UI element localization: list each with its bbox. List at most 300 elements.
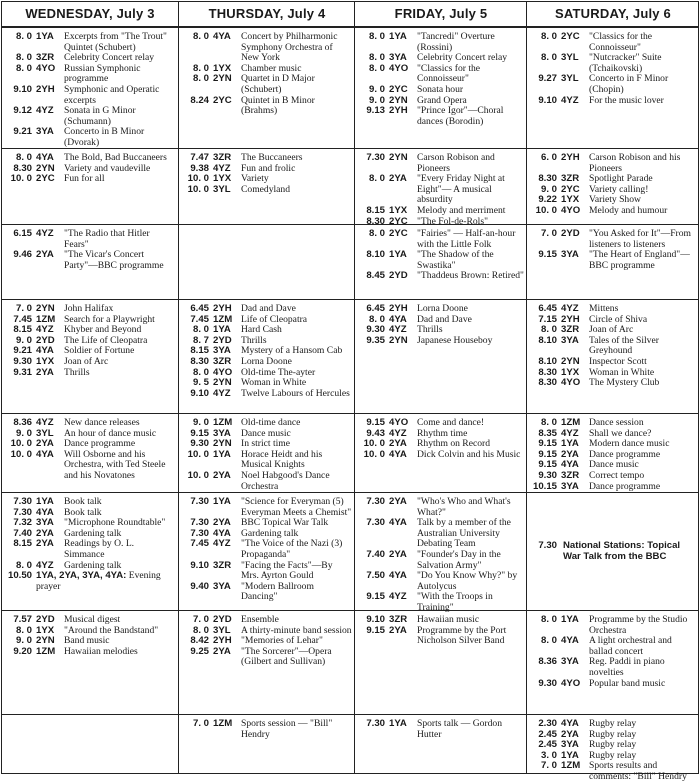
time: 8. 0 bbox=[368, 228, 385, 239]
programme-entry bbox=[358, 271, 524, 282]
time: 9.20 bbox=[13, 645, 32, 657]
station: 2YN bbox=[561, 355, 580, 367]
time: 8. 0 bbox=[192, 324, 209, 336]
schedule-cell bbox=[179, 610, 355, 714]
day-column bbox=[526, 2, 699, 782]
programme-title: Woman in White bbox=[589, 366, 655, 378]
programme-title: Carson Robison and his Pioneers bbox=[589, 152, 681, 174]
time: 8. 0 bbox=[15, 559, 32, 571]
programme-title: Tales of the Silver Greyhound bbox=[589, 334, 659, 357]
station: 2YN bbox=[36, 162, 55, 174]
programme-entry bbox=[530, 96, 696, 107]
time: 10.15 bbox=[532, 480, 557, 492]
time: 8. 0 bbox=[540, 635, 557, 647]
schedule-cell bbox=[527, 224, 699, 299]
programme-title: Variety calling! bbox=[589, 183, 649, 195]
station: 3YA bbox=[36, 517, 54, 529]
programme-title: Khyber and Beyond bbox=[64, 324, 142, 336]
station: 4YZ bbox=[36, 559, 54, 571]
programme-title: For the music lover bbox=[589, 94, 664, 106]
station: 4YA bbox=[561, 459, 579, 471]
time: 9.13 bbox=[366, 105, 385, 117]
schedule-cell bbox=[355, 28, 527, 149]
centered-entry-wrap bbox=[527, 493, 699, 610]
time: 9.10 bbox=[366, 614, 385, 625]
programme-entry bbox=[530, 719, 696, 730]
programme-entry bbox=[358, 719, 524, 740]
station: 1YX bbox=[213, 173, 232, 185]
schedule-cell bbox=[179, 299, 355, 413]
programme-title: Rugby relay bbox=[589, 728, 637, 740]
schedule-cell bbox=[179, 28, 355, 149]
programme-title: Hawaiian melodies bbox=[64, 645, 138, 657]
station: 1YA bbox=[389, 31, 407, 42]
time: 8.10 bbox=[366, 249, 385, 261]
station: 3ZR bbox=[213, 355, 232, 367]
time: 9.30 bbox=[13, 355, 32, 367]
programme-title: Gardening talk bbox=[64, 559, 122, 571]
schedule-cell bbox=[527, 492, 699, 610]
station: 4YZ bbox=[36, 324, 54, 336]
programme-title: "Nutcracker" Suite (Tchaikovski) bbox=[589, 52, 662, 74]
programme-entry bbox=[358, 304, 524, 315]
programme-title: An hour of dance music bbox=[64, 427, 157, 439]
programme-entry bbox=[5, 229, 175, 250]
programme-entry bbox=[358, 518, 524, 550]
time: 9.21 bbox=[13, 126, 32, 138]
time: 7.40 bbox=[13, 527, 32, 539]
time: 7.45 bbox=[190, 313, 209, 325]
station: 1YX bbox=[561, 366, 580, 378]
programme-title: "The Sorcerer"—Opera (Gilbert and Sullivan) bbox=[241, 645, 332, 668]
programme-entry bbox=[358, 174, 524, 206]
programme-entry bbox=[530, 53, 696, 74]
programme-title: Band music bbox=[64, 635, 110, 647]
station: 4YA bbox=[213, 527, 231, 539]
time: 8. 0 bbox=[540, 614, 557, 625]
time: 10. 0 bbox=[535, 204, 557, 216]
programme-entry bbox=[182, 497, 352, 518]
station: 2YA bbox=[36, 366, 54, 378]
station: 4YZ bbox=[561, 303, 579, 314]
time: 9.31 bbox=[13, 366, 32, 378]
programme-title: "The Radio that Hitler Fears" bbox=[64, 228, 150, 250]
time: 8. 0 bbox=[15, 152, 32, 163]
time: 8. 0 bbox=[540, 417, 557, 428]
programme-title: Joan of Arc bbox=[589, 324, 634, 336]
time: 8. 0 bbox=[368, 313, 385, 325]
time: 8.30 bbox=[538, 366, 557, 378]
station: 3ZR bbox=[561, 469, 580, 481]
programme-title: Celebrity Concert relay bbox=[64, 52, 155, 64]
time: 7. 0 bbox=[15, 303, 32, 314]
station: 4YA bbox=[36, 345, 54, 357]
programme-entry bbox=[358, 153, 524, 174]
time: 9. 0 bbox=[540, 183, 557, 195]
time: 9.15 bbox=[538, 249, 557, 261]
time: 6.15 bbox=[13, 228, 32, 239]
station: 3YA bbox=[213, 345, 231, 357]
time: 7.30 bbox=[538, 539, 557, 551]
programme-title: Rugby relay bbox=[589, 739, 637, 751]
time: 7.30 bbox=[366, 496, 385, 507]
schedule-cell bbox=[355, 492, 527, 613]
station: 4YO bbox=[389, 62, 409, 74]
programme-title: "Facing the Facts"—By Mrs. Ayrton Gould bbox=[241, 559, 333, 582]
programme-entry bbox=[5, 571, 175, 592]
programme-title: Readings by O. L. Simmance bbox=[64, 538, 135, 560]
programme-title: Noel Habgood's Dance Orchestra bbox=[241, 469, 330, 492]
time: 8. 0 bbox=[15, 31, 32, 42]
time: 9.15 bbox=[538, 459, 557, 471]
programme-entry bbox=[530, 636, 696, 657]
programme-entry bbox=[182, 96, 352, 117]
programme-title: Fun and frolic bbox=[241, 162, 296, 174]
programme-title: Comedyland bbox=[241, 183, 291, 195]
station: 3ZR bbox=[389, 614, 408, 625]
time: 10. 0 bbox=[10, 173, 32, 185]
programme-title: "Do You Know Why?" by Autolycus bbox=[417, 570, 518, 592]
time: 8.30 bbox=[538, 173, 557, 185]
programme-title: Mittens bbox=[589, 303, 619, 314]
programme-title: Russian Symphonic programme bbox=[64, 62, 141, 85]
schedule-cell bbox=[2, 413, 178, 492]
station: 1YX bbox=[561, 194, 580, 206]
programme-entry bbox=[182, 539, 352, 560]
programme-title: Gardening talk bbox=[64, 527, 122, 539]
programme-title: "The Voice of the Nazi (3) Propaganda" bbox=[241, 538, 343, 560]
time: 9.10 bbox=[190, 559, 209, 571]
programme-entry bbox=[530, 304, 696, 315]
programme-title: Excerpts from "The Trout" Quintet (Schubert) bbox=[64, 31, 167, 53]
time: 8.35 bbox=[538, 427, 557, 439]
programme-title: "Founder's Day in the Salvation Army" bbox=[417, 548, 501, 571]
station: 1YA bbox=[561, 749, 579, 761]
time: 7.30 bbox=[366, 517, 385, 529]
programme-entry bbox=[5, 153, 175, 164]
programme-entry bbox=[530, 761, 696, 782]
station: 2YA bbox=[213, 645, 231, 657]
station: 3YA bbox=[213, 580, 231, 592]
programme-title: Dance programme bbox=[589, 480, 661, 492]
time: 2.45 bbox=[538, 728, 557, 740]
day-column bbox=[354, 2, 527, 773]
time: 8. 0 bbox=[192, 62, 209, 74]
time: 10. 0 bbox=[363, 438, 385, 450]
time: 10. 0 bbox=[187, 173, 209, 185]
time: 9.38 bbox=[190, 162, 209, 174]
programme-entry bbox=[182, 719, 352, 740]
programme-entry bbox=[530, 229, 696, 250]
time: 7.50 bbox=[366, 570, 385, 582]
station: 2YC bbox=[213, 94, 232, 106]
time: 6.45 bbox=[366, 303, 385, 314]
time: 9.35 bbox=[366, 334, 385, 346]
time: 7.47 bbox=[190, 152, 209, 163]
programme-entry bbox=[358, 571, 524, 592]
station: 3YA bbox=[561, 249, 579, 261]
time: 9. 0 bbox=[368, 83, 385, 95]
programme-entry bbox=[5, 450, 175, 482]
programme-title: Japanese Houseboy bbox=[417, 334, 493, 346]
programme-entry bbox=[358, 64, 524, 85]
station: 1YX bbox=[213, 62, 232, 74]
time: 9.10 bbox=[538, 94, 557, 106]
programme-title: Rugby relay bbox=[589, 749, 637, 761]
programme-title: New dance releases bbox=[64, 417, 140, 428]
programme-title: Shall we dance? bbox=[589, 427, 652, 439]
time: 7.45 bbox=[190, 538, 209, 550]
programme-title: Gardening talk bbox=[241, 527, 299, 539]
programme-entry bbox=[530, 418, 696, 429]
programme-entry bbox=[5, 174, 175, 185]
programme-entry bbox=[5, 357, 175, 368]
programme-entry bbox=[5, 85, 175, 106]
station: 1YA bbox=[561, 614, 579, 625]
programme-title: Sports session — "Bill" Hendry bbox=[241, 718, 333, 740]
time: 10. 0 bbox=[187, 469, 209, 481]
schedule-cell bbox=[355, 413, 527, 492]
station: 4YZ bbox=[213, 387, 231, 399]
schedule-cell bbox=[2, 148, 178, 224]
programme-title: Sonata hour bbox=[417, 83, 464, 95]
programme-entry bbox=[182, 304, 352, 315]
programme-title: Rhythm time bbox=[417, 427, 468, 439]
time: 8.36 bbox=[538, 656, 557, 668]
programme-title: Twelve Labours of Hercules bbox=[241, 387, 350, 399]
schedule-cell bbox=[2, 224, 178, 299]
programme-entry bbox=[358, 336, 524, 347]
programme-title: "Modern Ballroom Dancing" bbox=[241, 580, 314, 603]
time: 8.30 bbox=[190, 355, 209, 367]
time: 7. 0 bbox=[192, 614, 209, 625]
time: 9.12 bbox=[13, 105, 32, 117]
time: 7.45 bbox=[13, 313, 32, 325]
time: 7.30 bbox=[13, 506, 32, 518]
time: 8.15 bbox=[190, 345, 209, 357]
programme-title: Programme by the Studio Orchestra bbox=[589, 614, 688, 636]
time: 6.45 bbox=[538, 303, 557, 314]
station: 4YA bbox=[389, 448, 407, 460]
programme-title: Woman in White bbox=[241, 377, 307, 389]
programme-entry bbox=[182, 615, 352, 626]
programme-title: "Microphone Roundtable" bbox=[64, 517, 166, 529]
station: 4YA bbox=[213, 31, 231, 42]
programme-entry bbox=[5, 615, 175, 626]
time: 8. 0 bbox=[368, 173, 385, 185]
programme-entry bbox=[358, 497, 524, 518]
programme-entry bbox=[530, 357, 696, 368]
programme-title: Hawaiian music bbox=[417, 614, 480, 625]
station: 2YD bbox=[213, 614, 232, 625]
time: 9.25 bbox=[190, 645, 209, 657]
schedule-cell bbox=[527, 610, 699, 714]
programme-title: Dad and Dave bbox=[241, 303, 296, 314]
station: 3ZR bbox=[36, 52, 55, 64]
station: 3YL bbox=[561, 52, 579, 64]
programme-title: Concerto in B Minor (Dvorak) bbox=[64, 126, 145, 148]
programme-title: "Every Friday Night at Eight"— A musical absurdity bbox=[417, 173, 505, 206]
programme-title: "Tancredi" Overture (Rossini) bbox=[417, 31, 495, 53]
time: 8. 0 bbox=[368, 31, 385, 42]
programme-title: Life of Cleopatra bbox=[241, 313, 308, 325]
station: 4YA bbox=[389, 313, 407, 325]
programme-title: Correct tempo bbox=[589, 469, 645, 481]
programme-title: Rhythm on Record bbox=[417, 438, 491, 450]
programme-title: Melody and humour bbox=[589, 204, 668, 216]
programme-title: Variety Show bbox=[589, 194, 641, 206]
station: 2YD bbox=[36, 334, 55, 346]
programme-title: The Mystery Club bbox=[589, 377, 660, 389]
programme-entry bbox=[5, 647, 175, 658]
schedule-grid bbox=[1, 1, 699, 782]
station: 2YA bbox=[213, 469, 231, 481]
time: 7.30 bbox=[190, 527, 209, 539]
day-column bbox=[2, 2, 178, 773]
station: 4YZ bbox=[561, 427, 579, 439]
day-column bbox=[178, 2, 355, 773]
programme-title: Hard Cash bbox=[241, 324, 282, 336]
programme-title: Reg. Paddi in piano novelties bbox=[589, 656, 665, 678]
time: 6. 0 bbox=[540, 152, 557, 163]
programme-title: John Halifax bbox=[64, 303, 114, 314]
time: 9. 5 bbox=[192, 377, 209, 389]
programme-title: Horace Heidt and his Musical Knights bbox=[241, 448, 323, 471]
programme-title: Old-time The-ayter bbox=[241, 366, 316, 378]
programme-entry bbox=[5, 127, 175, 148]
time: 9.15 bbox=[366, 591, 385, 603]
time: 9. 0 bbox=[15, 635, 32, 647]
station: 2YC bbox=[36, 173, 55, 185]
station: 4YZ bbox=[36, 228, 54, 239]
schedule-cell bbox=[2, 299, 178, 413]
programme-title: In strict time bbox=[241, 438, 291, 450]
programme-entry bbox=[182, 418, 352, 429]
schedule-cell bbox=[179, 224, 355, 299]
programme-title: "Memories of Lehar" bbox=[241, 635, 323, 647]
programme-entry bbox=[530, 206, 696, 217]
station: 4YZ bbox=[213, 538, 231, 550]
programme-title: Modern dance music bbox=[589, 438, 670, 450]
station: 2YH bbox=[36, 83, 55, 95]
programme-entry bbox=[358, 418, 524, 429]
station: 3YA bbox=[213, 427, 231, 439]
station: 2YH bbox=[389, 105, 408, 117]
programme-title: Carson Robison and Pioneers bbox=[417, 152, 495, 174]
time: 9.40 bbox=[190, 580, 209, 592]
schedule-cell bbox=[179, 148, 355, 224]
station: 1YA, 2YA, 3YA, 4YA: bbox=[36, 570, 127, 582]
time: 8.24 bbox=[190, 94, 209, 106]
programme-title: Circle of Shiva bbox=[589, 313, 648, 325]
time: 7.30 bbox=[190, 517, 209, 529]
schedule-cell bbox=[179, 492, 355, 610]
programme-title: "Classics for the Connoisseur" bbox=[589, 31, 653, 53]
programme-title: Dance programme bbox=[64, 438, 136, 450]
programme-entry bbox=[358, 106, 524, 127]
programme-entry bbox=[358, 626, 524, 647]
schedule-cell bbox=[355, 148, 527, 227]
day-header: THURSDAY, July 4 bbox=[179, 2, 355, 28]
time: 9.10 bbox=[13, 83, 32, 95]
time: 8.36 bbox=[13, 417, 32, 428]
programme-entry bbox=[358, 615, 524, 626]
station: 1YA bbox=[389, 718, 407, 729]
programme-entry bbox=[5, 539, 175, 560]
schedule-cell bbox=[355, 610, 527, 714]
station: 2YH bbox=[561, 313, 580, 325]
programme-title: Rugby relay bbox=[589, 718, 637, 729]
programme-title: Will Osborne and his Orchestra, with Ted Steele and his Novatones bbox=[64, 448, 166, 481]
programme-title: Musical digest bbox=[64, 614, 121, 625]
time: 7. 0 bbox=[540, 228, 557, 239]
programme-title: "Science for Everyman (5) Everyman Meets a Chemist" bbox=[241, 496, 352, 518]
station: 2YA bbox=[36, 438, 54, 450]
programme-title: Book talk bbox=[64, 506, 102, 518]
programme-title: Lorna Doone bbox=[417, 303, 468, 314]
station: 1ZM bbox=[561, 417, 581, 428]
station: 1ZM bbox=[213, 313, 233, 325]
station: 2YA bbox=[389, 548, 407, 560]
time: 8.42 bbox=[190, 635, 209, 647]
schedule-cell bbox=[527, 148, 699, 224]
schedule-cell bbox=[2, 28, 178, 149]
programme-title: Melody and merriment bbox=[417, 204, 506, 216]
station: 4YA bbox=[36, 448, 54, 460]
station: 4YO bbox=[561, 677, 581, 689]
station: 2YD bbox=[561, 228, 580, 239]
station: 1YA bbox=[213, 448, 231, 460]
programme-entry bbox=[530, 32, 696, 53]
station: 4YA bbox=[36, 506, 54, 518]
time: 10. 0 bbox=[187, 183, 209, 195]
station: 1ZM bbox=[36, 313, 56, 325]
programme-title: Quintet in B Minor (Brahms) bbox=[241, 94, 315, 117]
station: 2YC bbox=[561, 31, 580, 42]
programme-title: Sonata in G Minor (Schumann) bbox=[64, 105, 136, 127]
programme-title: Spotlight Parade bbox=[589, 173, 653, 185]
time: 9.27 bbox=[538, 73, 557, 85]
time: 8.30 bbox=[13, 162, 32, 174]
programme-title: "The Vicar's Concert Party"—BBC programme bbox=[64, 249, 164, 271]
programme-title: National Stations: Topical War Talk from the BBC bbox=[563, 539, 681, 562]
station: 3YA bbox=[389, 52, 407, 64]
programme-title: The Life of Cleopatra bbox=[64, 334, 148, 346]
station: 4YZ bbox=[561, 94, 579, 106]
station: 2YA bbox=[36, 527, 54, 539]
programme-title: "Classics for the Connoisseur" bbox=[417, 62, 481, 85]
time: 8. 0 bbox=[368, 52, 385, 64]
station: 2YC bbox=[389, 228, 408, 239]
programme-title: "Around the Bandstand" bbox=[64, 624, 159, 636]
station: 1ZM bbox=[213, 417, 233, 428]
programme-title: Search for a Playwright bbox=[64, 313, 155, 325]
programme-title: Sports results and comments: "Bill" Hendry bbox=[589, 760, 687, 782]
schedule-cell bbox=[527, 28, 699, 149]
programme-title: Talk by a member of the Australian University Debating Team bbox=[417, 517, 511, 550]
station: 3ZR bbox=[561, 324, 580, 336]
programme-entry bbox=[358, 206, 524, 217]
programme-title: The Buccaneers bbox=[241, 152, 303, 163]
schedule-cell bbox=[355, 299, 527, 413]
station: 4YA bbox=[389, 517, 407, 529]
programme-title: Come and dance! bbox=[417, 417, 485, 428]
time: 9.15 bbox=[366, 624, 385, 636]
time: 8. 0 bbox=[15, 52, 32, 64]
station: 4YO bbox=[213, 366, 233, 378]
programme-entry bbox=[530, 541, 696, 562]
time: 8. 0 bbox=[192, 31, 209, 42]
